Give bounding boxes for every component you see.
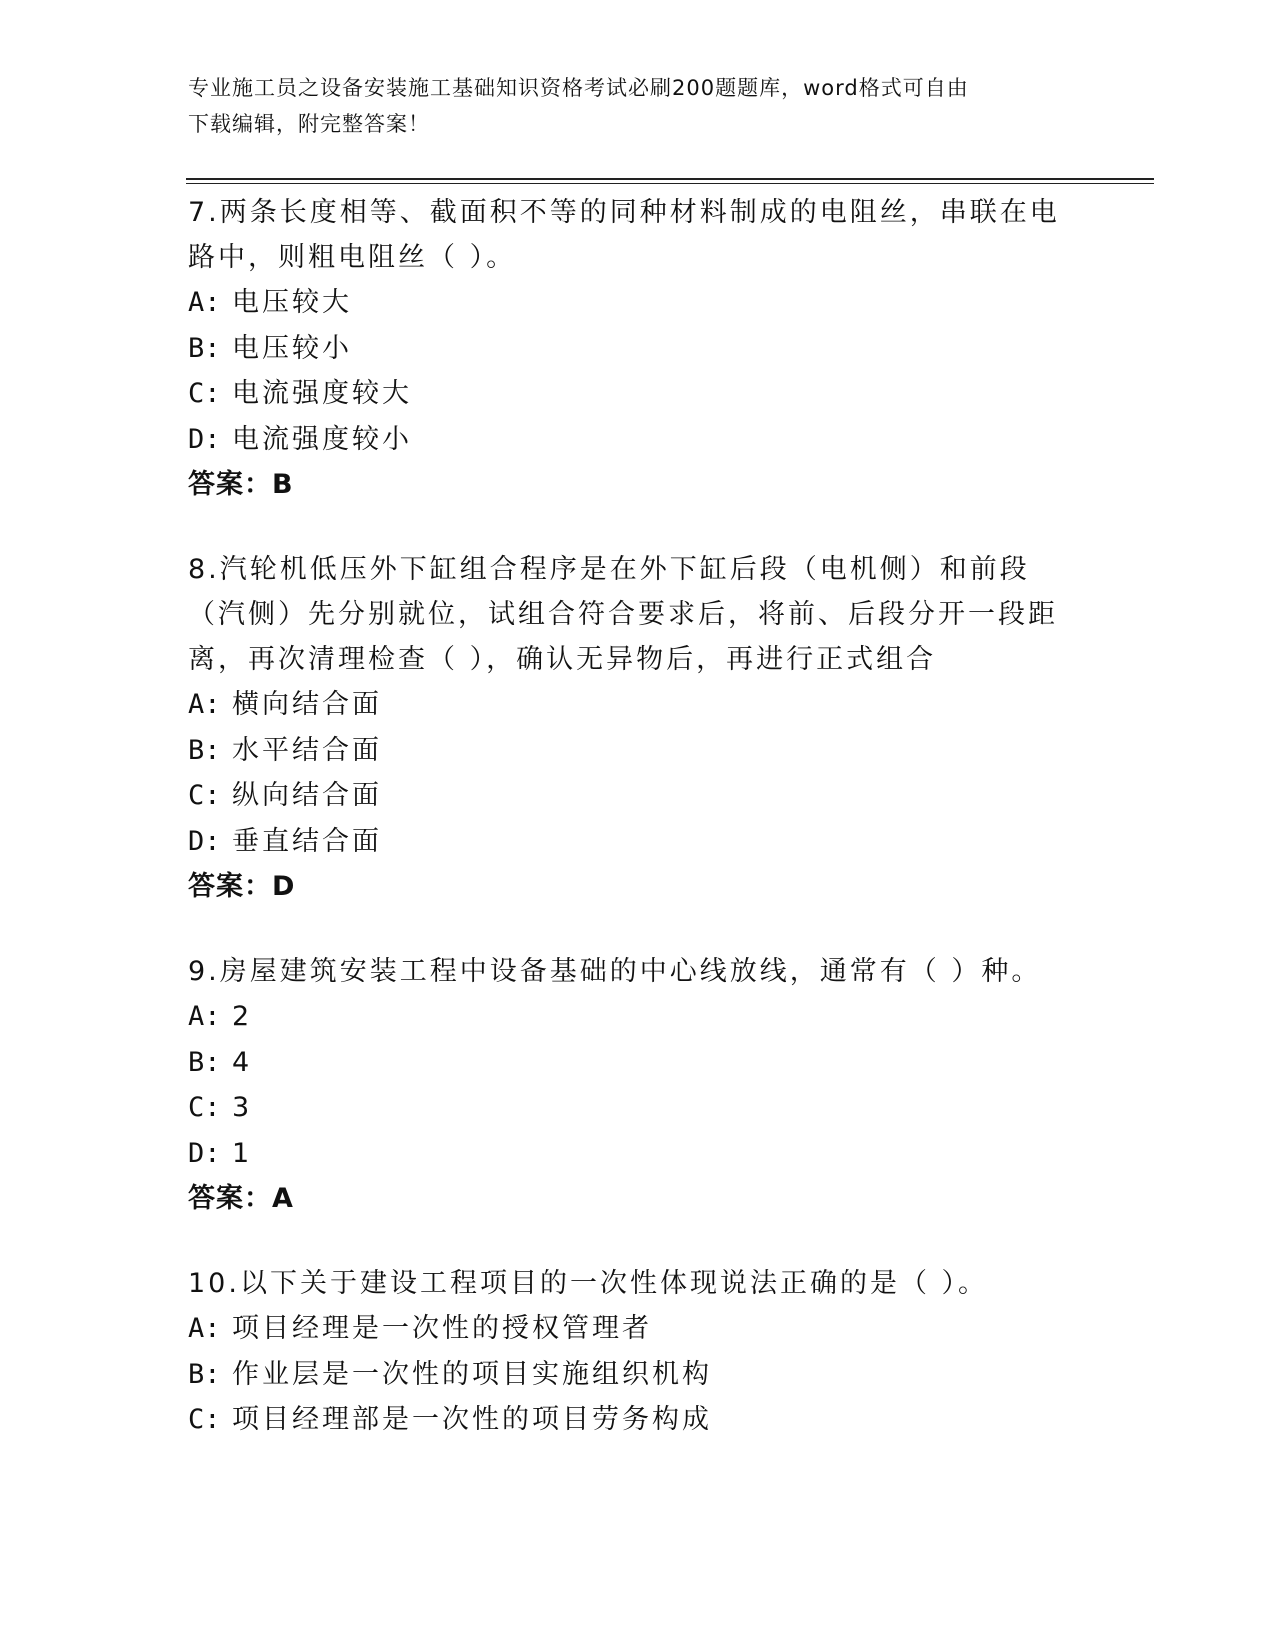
option-letter: C:	[188, 378, 221, 409]
document-header	[188, 70, 1068, 142]
option-letter: A:	[188, 689, 221, 720]
question-list	[188, 190, 1068, 1483]
question-stem: 10.以下关于建设工程项目的一次性体现说法正确的是（ ）。	[188, 1268, 989, 1299]
option-text: 垂直结合面	[232, 825, 382, 857]
question-9	[188, 949, 1068, 1221]
option-letter: B:	[188, 734, 221, 766]
option-text: 纵向结合面	[232, 780, 382, 811]
option-text: 项目经理是一次性的授权管理者	[232, 1313, 652, 1344]
option-d	[188, 1131, 1068, 1177]
question-stem: 8.汽轮机低压外下缸组合程序是在外下缸后段（电机侧）和前段（汽侧）先分别就位，试组合符合要求后，将前、后段分开一段距离，再次清理检查（ ），确认无异物后，再进行正式组合	[188, 554, 1058, 675]
header-line-1: 专业施工员之设备安装施工基础知识资格考试必刷200题题库，word格式可自由	[188, 76, 969, 100]
option-b	[188, 1040, 1068, 1086]
answer-value: D	[272, 871, 296, 902]
option-text: 电压较大	[232, 287, 352, 318]
option-a	[188, 1306, 1068, 1352]
option-letter: B:	[188, 332, 221, 364]
answer-label: 答案：	[188, 469, 272, 500]
option-letter: A:	[188, 287, 221, 318]
option-c	[188, 1397, 1068, 1443]
answer-label: 答案：	[188, 1183, 272, 1214]
option-text: 电流强度较小	[232, 423, 412, 455]
option-letter: C:	[188, 1404, 221, 1435]
option-text: 电流强度较大	[232, 378, 412, 409]
option-text: 横向结合面	[232, 689, 382, 720]
option-text: 水平结合面	[232, 734, 382, 766]
option-letter: D:	[188, 1137, 221, 1169]
option-c	[188, 1085, 1068, 1131]
option-c	[188, 773, 1068, 819]
option-b	[188, 728, 1068, 774]
question-8	[188, 547, 1068, 909]
option-b	[188, 326, 1068, 372]
option-d	[188, 819, 1068, 865]
question-10	[188, 1261, 1068, 1443]
question-stem: 7.两条长度相等、截面积不等的同种材料制成的电阻丝，串联在电路中，则粗电阻丝（ ）。	[188, 197, 1060, 273]
header-divider-thick	[186, 178, 1154, 180]
answer-label: 答案：	[188, 871, 272, 902]
option-b	[188, 1352, 1068, 1398]
option-letter: D:	[188, 423, 221, 455]
option-text: 项目经理部是一次性的项目劳务构成	[232, 1404, 712, 1435]
option-letter: D:	[188, 825, 221, 857]
option-text: 3	[232, 1092, 253, 1123]
option-a	[188, 280, 1068, 326]
option-text: 1	[232, 1137, 253, 1169]
answer-line	[188, 864, 1068, 909]
option-c	[188, 371, 1068, 417]
answer-line	[188, 462, 1068, 507]
option-text: 4	[232, 1046, 253, 1078]
option-letter: B:	[188, 1046, 221, 1078]
option-letter: A:	[188, 1001, 221, 1032]
option-letter: C:	[188, 1092, 221, 1123]
answer-value: A	[272, 1183, 294, 1214]
option-d	[188, 417, 1068, 463]
option-text: 2	[232, 1001, 253, 1032]
answer-line	[188, 1176, 1068, 1221]
question-stem: 9.房屋建筑安装工程中设备基础的中心线放线，通常有（ ）种。	[188, 956, 1042, 987]
option-text: 电压较小	[232, 332, 352, 364]
option-a	[188, 682, 1068, 728]
option-letter: B:	[188, 1358, 221, 1390]
option-a	[188, 994, 1068, 1040]
question-7	[188, 190, 1068, 507]
header-divider-thin	[186, 183, 1154, 184]
answer-value: B	[272, 469, 294, 500]
option-letter: A:	[188, 1313, 221, 1344]
option-letter: C:	[188, 780, 221, 811]
header-line-2: 下载编辑，附完整答案！	[188, 112, 430, 136]
option-text: 作业层是一次性的项目实施组织机构	[232, 1358, 712, 1390]
